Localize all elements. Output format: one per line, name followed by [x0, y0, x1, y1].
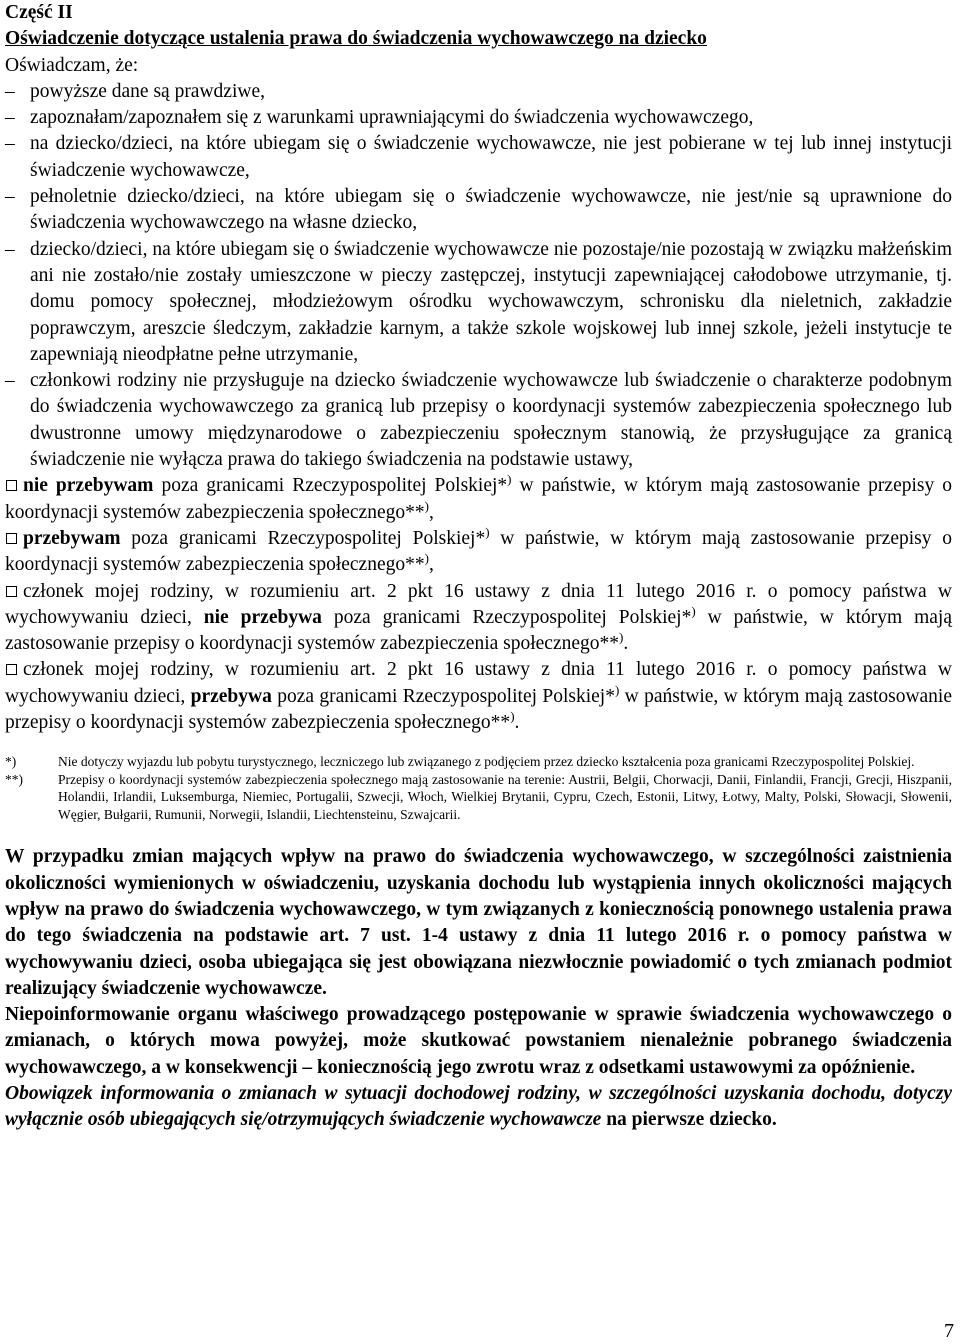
declaration-text: zapoznałam/zapoznałem się z warunkami uprawniającymi do świadczenia wychowawczego,	[30, 107, 754, 129]
dash-marker: –	[5, 80, 15, 102]
footnote-text: Nie dotyczy wyjazdu lub pobytu turystycznego, leczniczego lub związanego z podjęciem przez dziecko kształcenia poza granicami Rzeczypospolitej Polskiej.	[58, 754, 915, 770]
declaration-text: członkowi rodziny nie przysługuje na dziecko świadczenie wychowawcze lub świadczenie o charakterze podobnym do świadczenia wychowawczego za granicą lub przepisy o koordynacji systemów zabezpieczenia społecznego lub dwustronne umowy międzynarodowe o zabezpieczeniu społecznym stanowią, że przysługujące za granicą świadczenie nie wyłącza prawa do takiego świadczenia na podstawie ustawy,	[30, 370, 952, 471]
section-title	[5, 26, 952, 52]
dash-marker: –	[5, 107, 15, 129]
footnote	[5, 771, 952, 824]
declaration-text: dziecko/dzieci, na które ubiegam się o świadczenie wychowawcze nie pozostaje/nie pozostają w związku małżeńskim ani nie zostało/nie zostały umieszczone w pieczy zastępczej, instytucji zapewniającej całodobowe utrzymanie, tj. domu pomocy społecznej, młodzieżowym ośrodku wychowawczym, schronisku dla nieletnich, zakładzie poprawczym, areszcie śledczym, zakładzie karnym, a także szkole wojskowej lub innej szkole, jeżeli instytucje te zapewniają nieodpłatne pełne utrzymanie,	[30, 238, 952, 365]
section-title-text: Oświadczenie dotyczące ustalenia prawa do świadczenia wychowawczego na dziecko	[5, 28, 707, 50]
footnote	[5, 753, 952, 771]
declaration-item	[5, 237, 952, 368]
declaration-list	[5, 79, 952, 473]
dash-marker: –	[5, 133, 15, 155]
checkbox[interactable]	[6, 586, 17, 597]
first-child-notice: Obowiązek informowania o zmianach w sytuacji dochodowej rodziny, w szczególności uzyskania dochodu, dotyczy wyłącznie osób ubiegających się/otrzymujących świadczenie wychowawcze na pierwsze dziecko.	[5, 1082, 952, 1131]
declaration-item	[5, 368, 952, 473]
footnote-text: Przepisy o koordynacji systemów zabezpieczenia społecznego mają zastosowanie na terenie: Austrii, Belgii, Chorwacji, Danii, Finlandii, Francji, Grecji, Hiszpanii, Holandii, Irlandii, Luksemburga, Niemiec, Portugalii, Szwecji, Włoch, Wielkiej Brytanii, Cypru, Czech, Estonii, Litwy, Łotwy, Malty, Polski, Słowacji, Słowenii, Węgier, Bułgarii, Rumunii, Norwegii, Islandii, Liechtensteinu, Szwajcarii.	[58, 771, 952, 822]
option-family-abroad: członek mojej rodziny, w rozumieniu art. 2 pkt 16 ustawy z dnia 11 lutego 2016 r. o pomocy państwa w wychowywaniu dzieci, przebywa poza granicami Rzeczypospolitej Polskiej*) w państwie, w którym mają zastosowanie przepisy o koordynacji systemów zabezpieczenia społecznego**).	[5, 659, 953, 734]
option-family-not-abroad: członek mojej rodziny, w rozumieniu art. 2 pkt 16 ustawy z dnia 11 lutego 2016 r. o pomocy państwa w wychowywaniu dzieci, nie przebywa poza granicami Rzeczypospolitej Polskiej*) w państwie, w którym mają zastosowanie przepisy o koordynacji systemów zabezpieczenia społecznego**).	[5, 580, 952, 655]
option-bold: nie przebywa	[203, 606, 322, 628]
declaration-text: pełnoletnie dziecko/dzieci, na które ubiegam się o świadczenie wychowawcze, nie jest/nie są uprawnione do świadczenia wychowawczego na własne dziecko,	[30, 186, 952, 234]
declaration-item	[5, 184, 952, 237]
intro-text: Oświadczam, że:	[5, 54, 139, 76]
checkbox[interactable]	[6, 664, 17, 675]
footnotes	[5, 753, 952, 823]
option-abroad: przebywam poza granicami Rzeczypospolitej Polskiej*) w państwie, w którym mają zastosowanie przepisy o koordynacji systemów zabezpieczenia społecznego**),	[5, 524, 953, 576]
consequence-notice: Niepoinformowanie organu właściwego prowadzącego postępowanie w sprawie świadczenia wychowawczego o zmianach, o których mowa powyżej, może skutkować powstaniem nienależnie pobranego świadczenia wychowawczego, a w konsekwencji – koniecznością jego zwrotu wraz z odsetkami ustawowymi za opóźnienie.	[5, 1004, 952, 1078]
dash-marker: –	[5, 186, 15, 208]
declaration-item	[5, 105, 952, 131]
checkbox[interactable]	[6, 533, 17, 544]
declaration-item	[5, 131, 952, 184]
part-title: Część II	[5, 2, 73, 23]
dash-marker: –	[5, 370, 15, 392]
option-not-abroad: nie przebywam poza granicami Rzeczypospolitej Polskiej*) w państwie, w którym mają zastosowanie przepisy o koordynacji systemów zabezpieczenia społecznego**),	[5, 471, 952, 523]
change-notice: W przypadku zmian mających wpływ na prawo do świadczenia wychowawczego, w szczególności zaistnienia okoliczności wymienionych w oświadczeniu, uzyskania dochodu lub wystąpienia innych okoliczności mających wpływ na prawo do świadczenia wychowawczego, w tym związanych z koniecznością ponownego ustalenia prawa do tego świadczenia na podstawie art. 7 ust. 1-4 ustawy z dnia 11 lutego 2016 r. o pomocy państwa w wychowywaniu dzieci, osoba ubiegająca się jest obowiązana niezwłocznie powiadomić o tych zmianach podmiot realizujący świadczenie wychowawcze.	[5, 846, 952, 999]
option-bold: nie przebywam	[23, 475, 154, 497]
footnote-mark: **)	[5, 771, 23, 787]
dash-marker: –	[5, 238, 15, 260]
declaration-item	[5, 79, 952, 105]
declaration-text: powyższe dane są prawdziwe,	[30, 80, 265, 102]
option-bold: przebywa	[190, 685, 272, 707]
declaration-text: na dziecko/dzieci, na które ubiegam się o świadczenie wychowawcze, nie jest pobierane w tej lub innej instytucji świadczenie wychowawcze,	[30, 133, 952, 181]
checkbox[interactable]	[6, 480, 17, 491]
page-number: 7	[944, 1319, 954, 1342]
footnote-mark: *)	[5, 754, 17, 770]
option-bold: przebywam	[23, 527, 121, 549]
